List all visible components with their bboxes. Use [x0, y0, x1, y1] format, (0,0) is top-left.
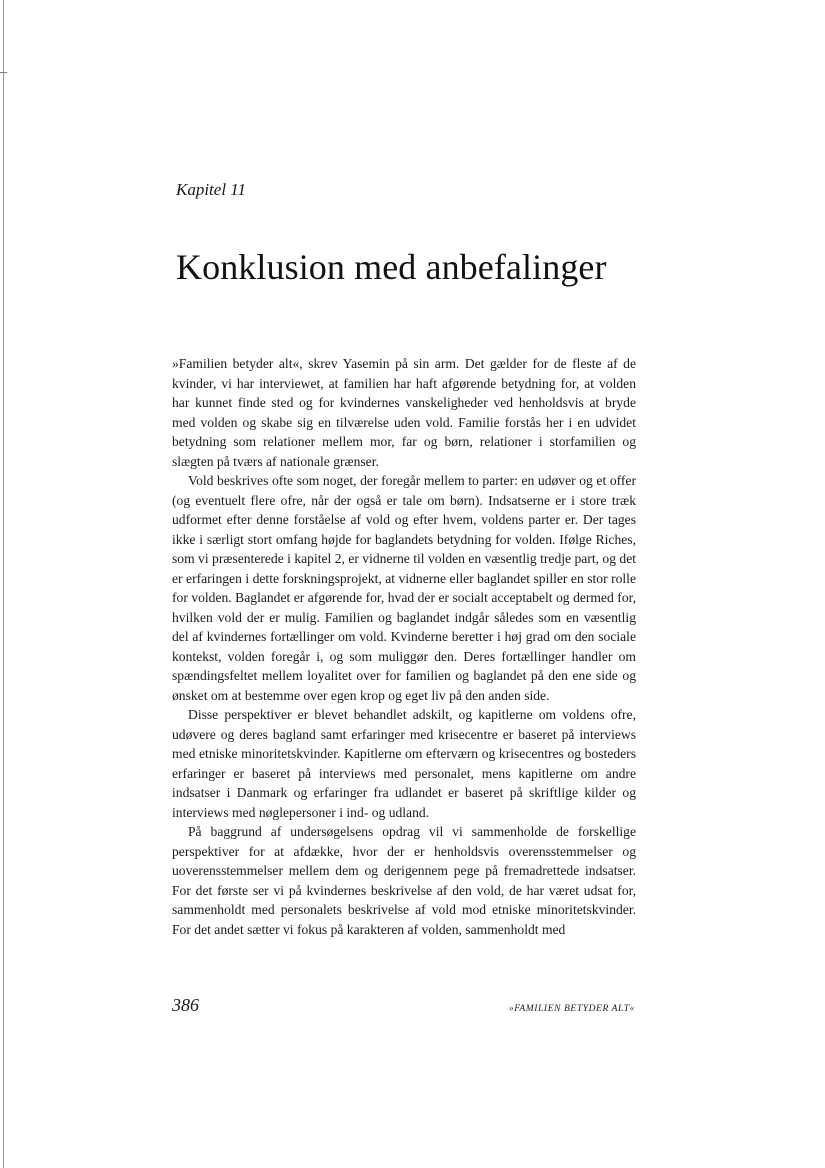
paragraph: Disse perspektiver er blevet behandlet adskilt, og kapitlerne om voldens ofre, udøvere og deres bagland samt erfaringer med krisecentre er baseret på interviews med etniske minoritetskvinder. Kapitlerne om efterværn og krisecentres og bosteders erfaringer er baseret på interviews med personalet, mens kapitlerne om andre indsatser i Danmark og erfaringer fra udlandet er baseret på skriftlige kilder og interviews med nøglepersoner i ind- og udland. [172, 707, 636, 820]
body-text [172, 354, 636, 939]
scan-edge-tick [0, 72, 7, 73]
paragraph: Vold beskrives ofte som noget, der foregår mellem to parter: en udøver og et offer (og eventuelt flere ofre, når der også er tale om børn). Indsatserne er i store træk udformet efter denne forståelse af vold og efter hvem, voldens parter er. Der tages ikke i særligt stort omfang højde for baglandets betydning for volden. Ifølge Riches, som vi præsenterede i kapitel 2, er vidnerne til volden en væsentlig tredje part, og det er erfaringen i dette forskningsprojekt, at vidnerne eller baglandet spiller en stor rolle for volden. Baglandet er afgørende for, hvad der er socialt acceptabelt og dermed for, hvilken vold der er mulig. Familien og baglandet indgår således som en væsentlig del af kvindernes fortællinger om vold. Kvinderne beretter i høj grad om den sociale kontekst, volden foregår i, og som muliggør den. Deres fortællinger handler om spændingsfeltet mellem loyalitet over for familien og baglandet på den ene side og ønsket om at bestemme over egen krop og eget liv på den anden side. [172, 473, 636, 703]
chapter-title: Konklusion med anbefalinger [176, 247, 607, 287]
running-footer-title: »FAMILIEN BETYDER ALT« [508, 1004, 635, 1014]
page-number: 386 [172, 995, 199, 1015]
scan-edge-line [3, 0, 4, 1168]
paragraph: På baggrund af undersøgelsens opdrag vil vi sammenholde de forskellige perspektiver for at afdække, hvor der er henholdsvis overensstemmelser og uoverensstemmelser mellem dem og derigennem pege på fremadrettede indsatser. For det første ser vi på kvindernes beskrivelse af den vold, de har været udsat for, sammenholdt med personalets beskrivelse af vold mod etniske minoritetskvinder. For det andet sætter vi fokus på karakteren af volden, sammenholdt med [172, 824, 636, 937]
chapter-label: Kapitel 11 [176, 180, 247, 199]
paragraph: »Familien betyder alt«, skrev Yasemin på sin arm. Det gælder for de fleste af de kvinder, vi har interviewet, at familien har haft afgørende betydning for, at volden har kunnet finde sted og for kvindernes vanskeligheder ved henholdsvis at bryde med volden og skabe sig en tilværelse uden vold. Familie forstås her i en udvidet betydning som relationer mellem mor, far og børn, relationer i storfamilien og slægten på tværs af nationale grænser. [172, 356, 636, 469]
